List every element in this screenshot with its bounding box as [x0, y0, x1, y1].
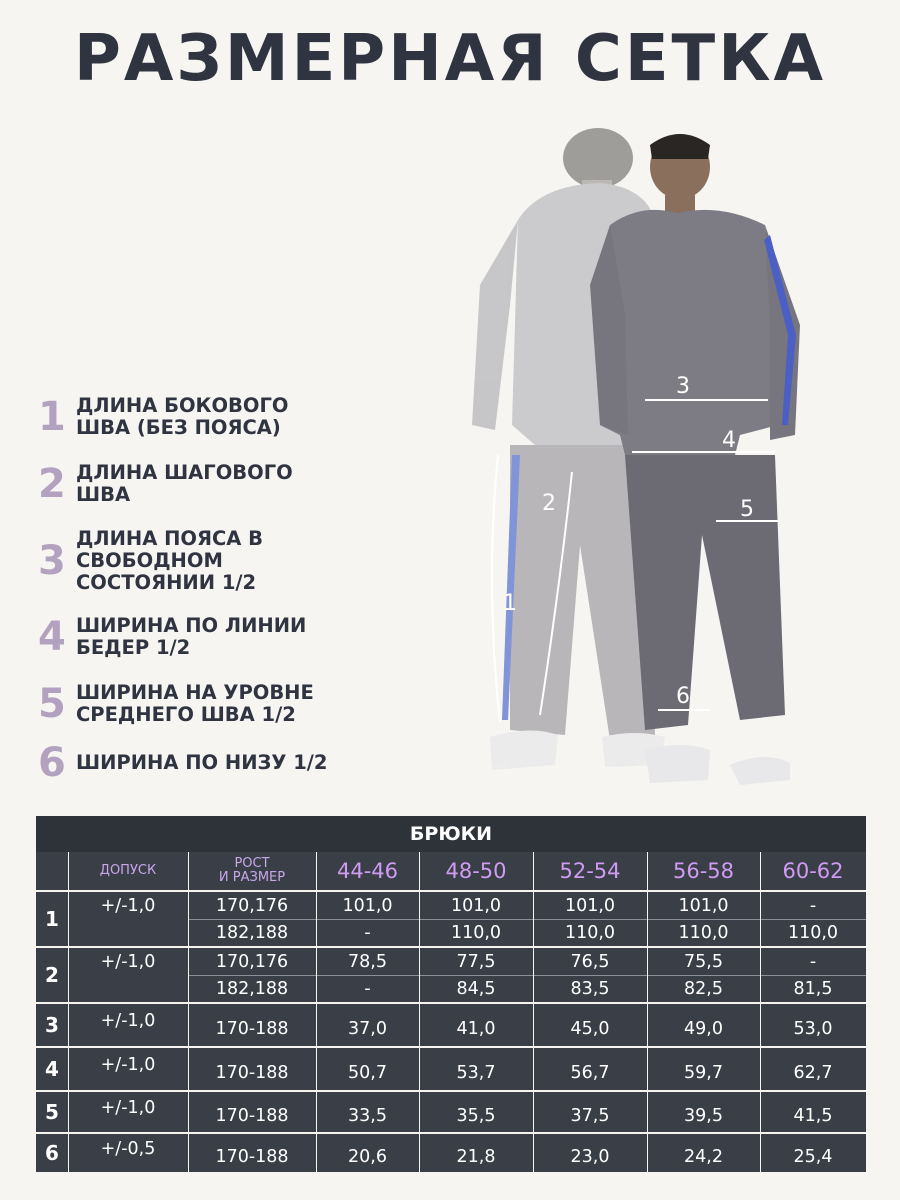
- legend-item: [38, 740, 366, 786]
- legend-item: [38, 395, 316, 439]
- size-table: [36, 816, 866, 1172]
- table-cell: 83,5: [570, 978, 610, 999]
- table-cell: 81,5: [793, 978, 833, 999]
- figure-label-3: 3: [676, 374, 690, 399]
- table-cell: 110,0: [787, 922, 839, 943]
- table-cell: 20,6: [348, 1147, 387, 1167]
- table-cell: 76,5: [570, 951, 610, 972]
- table-cell: 25,4: [793, 1147, 833, 1167]
- height-size-value: 170-188: [215, 1106, 289, 1126]
- table-cell: 110,0: [678, 922, 729, 943]
- legend-text: ШИРИНА ПО НИЗУ 1/2: [76, 751, 328, 774]
- table-divider: [647, 852, 648, 1172]
- table-cell: -: [809, 951, 817, 972]
- column-header-size: 56-58: [672, 859, 735, 883]
- tolerance-value: +/-1,0: [100, 1011, 156, 1031]
- table-cell: 41,0: [456, 1019, 496, 1039]
- row-number: 4: [45, 1057, 59, 1081]
- table-cell: 101,0: [450, 895, 502, 916]
- table-divider: [316, 852, 317, 1172]
- height-size-value: 170-188: [215, 1147, 289, 1167]
- legend-number: 3: [38, 538, 66, 584]
- table-divider: [533, 852, 534, 1172]
- height-size-value: 182,188: [215, 922, 289, 943]
- table-divider: [68, 852, 69, 1172]
- table-divider: [188, 852, 189, 1172]
- column-header-size: 44-46: [336, 859, 399, 883]
- height-size-value: 170-188: [215, 1063, 289, 1083]
- table-cell: 62,7: [793, 1063, 833, 1083]
- legend-item: [38, 462, 316, 506]
- legend-text: ШИРИНА НА УРОВНЕ СРЕДНЕГО ШВА 1/2: [76, 681, 314, 726]
- legend-number: 1: [38, 394, 66, 440]
- column-header-size: 52-54: [559, 859, 621, 883]
- table-cell: -: [364, 978, 371, 999]
- table-cell: 24,2: [684, 1147, 723, 1167]
- row-number: 5: [45, 1100, 59, 1124]
- table-divider: [760, 852, 761, 1172]
- figure-label-6: 6: [676, 684, 690, 709]
- legend-number: 6: [38, 740, 66, 786]
- figure-label-2: 2: [542, 491, 556, 516]
- table-cell: 21,8: [456, 1147, 496, 1167]
- height-size-value: 182,188: [215, 978, 289, 999]
- column-header-size: 48-50: [445, 859, 507, 883]
- tolerance-value: +/-0,5: [100, 1139, 156, 1159]
- table-cell: -: [364, 922, 371, 943]
- legend-item: [38, 682, 331, 726]
- table-cell: 75,5: [684, 951, 723, 972]
- table-cell: 84,5: [456, 978, 496, 999]
- table-cell: 23,0: [570, 1147, 610, 1167]
- legend-number: 2: [38, 461, 66, 507]
- legend-text: ДЛИНА ШАГОВОГО ШВА: [76, 461, 293, 506]
- table-cell: 101,0: [678, 895, 729, 916]
- table-cell: 49,0: [684, 1019, 723, 1039]
- column-header-height-size: [188, 852, 316, 890]
- legend-number: 4: [38, 614, 66, 660]
- table-cell: 110,0: [450, 922, 502, 943]
- table-title: БРЮКИ: [36, 816, 866, 852]
- legend-item: [38, 615, 326, 659]
- table-cell: 37,0: [348, 1019, 387, 1039]
- table-cell: 110,0: [564, 922, 616, 943]
- table-cell: -: [809, 895, 817, 916]
- row-number: 2: [45, 963, 59, 987]
- figure-label-1: 1: [503, 591, 517, 616]
- figure-label-4: 4: [722, 428, 736, 453]
- table-cell: 39,5: [684, 1106, 723, 1126]
- legend-text: ШИРИНА ПО ЛИНИИ БЕДЕР 1/2: [76, 614, 307, 659]
- header-size-line: И РАЗМЕР: [218, 870, 286, 885]
- column-header-size: 60-62: [782, 859, 844, 883]
- row-number: 1: [45, 907, 59, 931]
- model-illustration: [440, 125, 840, 795]
- table-cell: 53,0: [793, 1019, 833, 1039]
- table-cell: 45,0: [570, 1019, 610, 1039]
- figure-label-5: 5: [740, 497, 754, 522]
- height-size-value: 170-188: [215, 1019, 289, 1039]
- table-cell: 59,7: [684, 1063, 723, 1083]
- row-number: 6: [45, 1141, 59, 1165]
- table-cell: 37,5: [570, 1106, 610, 1126]
- table-cell: 53,7: [456, 1063, 496, 1083]
- table-cell: 56,7: [570, 1063, 610, 1083]
- table-cell: 50,7: [348, 1063, 387, 1083]
- tolerance-value: +/-1,0: [100, 1055, 156, 1075]
- legend-number: 5: [38, 681, 66, 727]
- tracksuit-models-image: [440, 125, 840, 795]
- page-title: РАЗМЕРНАЯ СЕТКА: [73, 22, 827, 96]
- tolerance-value: +/-1,0: [100, 1098, 156, 1118]
- row-number: 3: [45, 1013, 59, 1037]
- legend-text: ДЛИНА БОКОВОГО ШВА (БЕЗ ПОЯСА): [76, 394, 289, 439]
- table-cell: 33,5: [348, 1106, 387, 1126]
- header-height-line: РОСТ: [234, 856, 270, 871]
- tolerance-value: +/-1,0: [100, 895, 156, 916]
- table-cell: 82,5: [684, 978, 723, 999]
- legend-item: [38, 528, 286, 594]
- table-divider: [419, 852, 420, 1172]
- table-cell: 101,0: [564, 895, 616, 916]
- legend-text: ДЛИНА ПОЯСА В СВОБОДНОМ СОСТОЯНИИ 1/2: [76, 527, 264, 594]
- table-cell: 77,5: [456, 951, 496, 972]
- tolerance-value: +/-1,0: [100, 951, 156, 972]
- height-size-value: 170,176: [215, 895, 289, 916]
- table-cell: 41,5: [793, 1106, 833, 1126]
- column-header-tolerance: ДОПУСК: [99, 863, 157, 878]
- table-cell: 35,5: [456, 1106, 496, 1126]
- height-size-value: 170,176: [215, 951, 289, 972]
- table-cell: 78,5: [348, 951, 387, 972]
- table-cell: 101,0: [342, 895, 393, 916]
